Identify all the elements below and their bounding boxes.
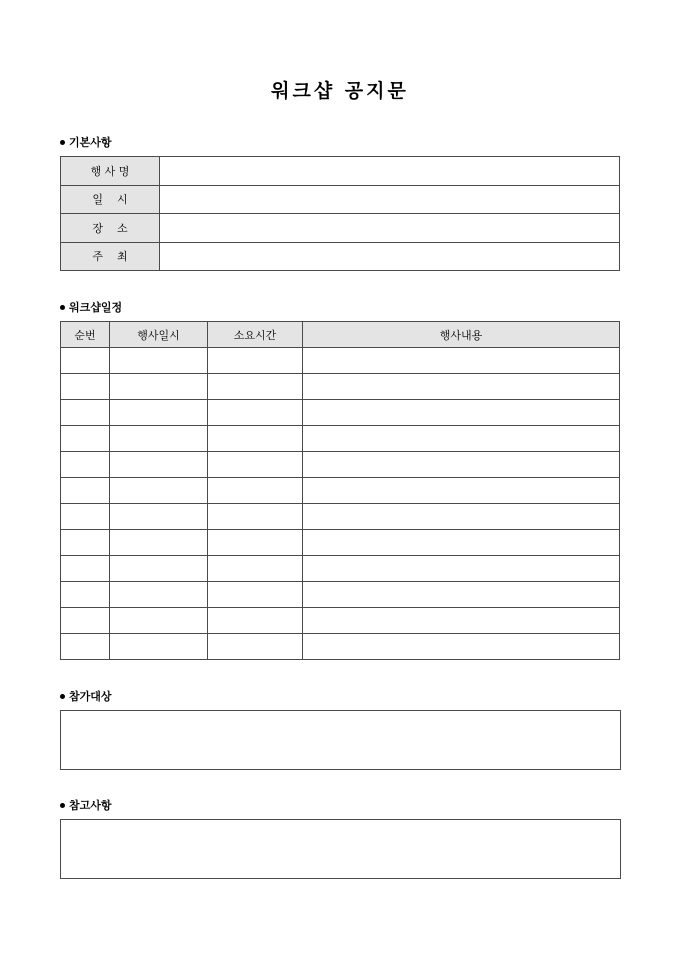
table-row xyxy=(61,426,620,452)
column-header-content: 행사내용 xyxy=(303,322,620,348)
content-cell[interactable] xyxy=(303,556,620,582)
table-row xyxy=(61,504,620,530)
seq-cell[interactable] xyxy=(61,582,110,608)
column-header-seq: 순번 xyxy=(61,322,110,348)
table-row xyxy=(61,157,620,186)
schedule-header-row xyxy=(61,322,620,348)
notes-heading xyxy=(60,797,112,813)
content-cell[interactable] xyxy=(303,634,620,660)
content-cell[interactable] xyxy=(303,582,620,608)
table-row xyxy=(61,530,620,556)
participants-heading xyxy=(60,688,112,704)
duration-cell[interactable] xyxy=(208,374,303,400)
venue-field[interactable] xyxy=(160,214,620,243)
event-name-field[interactable] xyxy=(160,157,620,186)
table-row xyxy=(61,582,620,608)
column-header-datetime: 행사일시 xyxy=(110,322,208,348)
content-cell[interactable] xyxy=(303,426,620,452)
bullet-icon xyxy=(60,694,65,699)
content-cell[interactable] xyxy=(303,400,620,426)
duration-cell[interactable] xyxy=(208,608,303,634)
datetime-cell[interactable] xyxy=(110,608,208,634)
seq-cell[interactable] xyxy=(61,504,110,530)
seq-cell[interactable] xyxy=(61,634,110,660)
notes-heading-label: 참고사항 xyxy=(69,799,112,812)
seq-cell[interactable] xyxy=(61,530,110,556)
participants-heading-label: 참가대상 xyxy=(69,690,112,703)
schedule-table xyxy=(60,321,620,660)
datetime-cell[interactable] xyxy=(110,556,208,582)
content-cell[interactable] xyxy=(303,348,620,374)
duration-cell[interactable] xyxy=(208,478,303,504)
datetime-cell[interactable] xyxy=(110,426,208,452)
datetime-cell[interactable] xyxy=(110,530,208,556)
duration-cell[interactable] xyxy=(208,634,303,660)
duration-cell[interactable] xyxy=(208,426,303,452)
participants-box[interactable] xyxy=(60,710,621,770)
table-row xyxy=(61,452,620,478)
datetime-cell[interactable] xyxy=(110,452,208,478)
duration-cell[interactable] xyxy=(208,348,303,374)
seq-cell[interactable] xyxy=(61,400,110,426)
host-label: 주 최 xyxy=(61,242,160,271)
table-row xyxy=(61,478,620,504)
seq-cell[interactable] xyxy=(61,608,110,634)
table-row xyxy=(61,400,620,426)
seq-cell[interactable] xyxy=(61,478,110,504)
duration-cell[interactable] xyxy=(208,452,303,478)
bullet-icon xyxy=(60,803,65,808)
seq-cell[interactable] xyxy=(61,452,110,478)
schedule-heading-label: 워크샵일정 xyxy=(69,301,123,314)
duration-cell[interactable] xyxy=(208,530,303,556)
datetime-cell[interactable] xyxy=(110,504,208,530)
host-field[interactable] xyxy=(160,242,620,271)
basic-info-heading xyxy=(60,134,112,150)
seq-cell[interactable] xyxy=(61,374,110,400)
content-cell[interactable] xyxy=(303,374,620,400)
event-name-label: 행 사 명 xyxy=(61,157,160,186)
basic-info-table xyxy=(60,156,620,271)
duration-cell[interactable] xyxy=(208,400,303,426)
datetime-label: 일 시 xyxy=(61,185,160,214)
content-cell[interactable] xyxy=(303,608,620,634)
notes-box[interactable] xyxy=(60,819,621,879)
datetime-cell[interactable] xyxy=(110,634,208,660)
table-row xyxy=(61,242,620,271)
table-row xyxy=(61,374,620,400)
datetime-cell[interactable] xyxy=(110,400,208,426)
venue-label: 장 소 xyxy=(61,214,160,243)
content-cell[interactable] xyxy=(303,452,620,478)
bullet-icon xyxy=(60,305,65,310)
table-row xyxy=(61,214,620,243)
table-row xyxy=(61,556,620,582)
content-cell[interactable] xyxy=(303,504,620,530)
duration-cell[interactable] xyxy=(208,582,303,608)
seq-cell[interactable] xyxy=(61,556,110,582)
table-row xyxy=(61,634,620,660)
datetime-cell[interactable] xyxy=(110,348,208,374)
table-row xyxy=(61,608,620,634)
table-row xyxy=(61,185,620,214)
datetime-cell[interactable] xyxy=(110,582,208,608)
datetime-field[interactable] xyxy=(160,185,620,214)
content-cell[interactable] xyxy=(303,478,620,504)
duration-cell[interactable] xyxy=(208,504,303,530)
datetime-cell[interactable] xyxy=(110,478,208,504)
table-row xyxy=(61,348,620,374)
schedule-heading xyxy=(60,299,122,315)
seq-cell[interactable] xyxy=(61,426,110,452)
content-cell[interactable] xyxy=(303,530,620,556)
basic-info-heading-label: 기본사항 xyxy=(69,136,112,149)
duration-cell[interactable] xyxy=(208,556,303,582)
datetime-cell[interactable] xyxy=(110,374,208,400)
column-header-duration: 소요시간 xyxy=(208,322,303,348)
page-title: 워크샵 공지문 xyxy=(271,80,409,102)
bullet-icon xyxy=(60,140,65,145)
seq-cell[interactable] xyxy=(61,348,110,374)
